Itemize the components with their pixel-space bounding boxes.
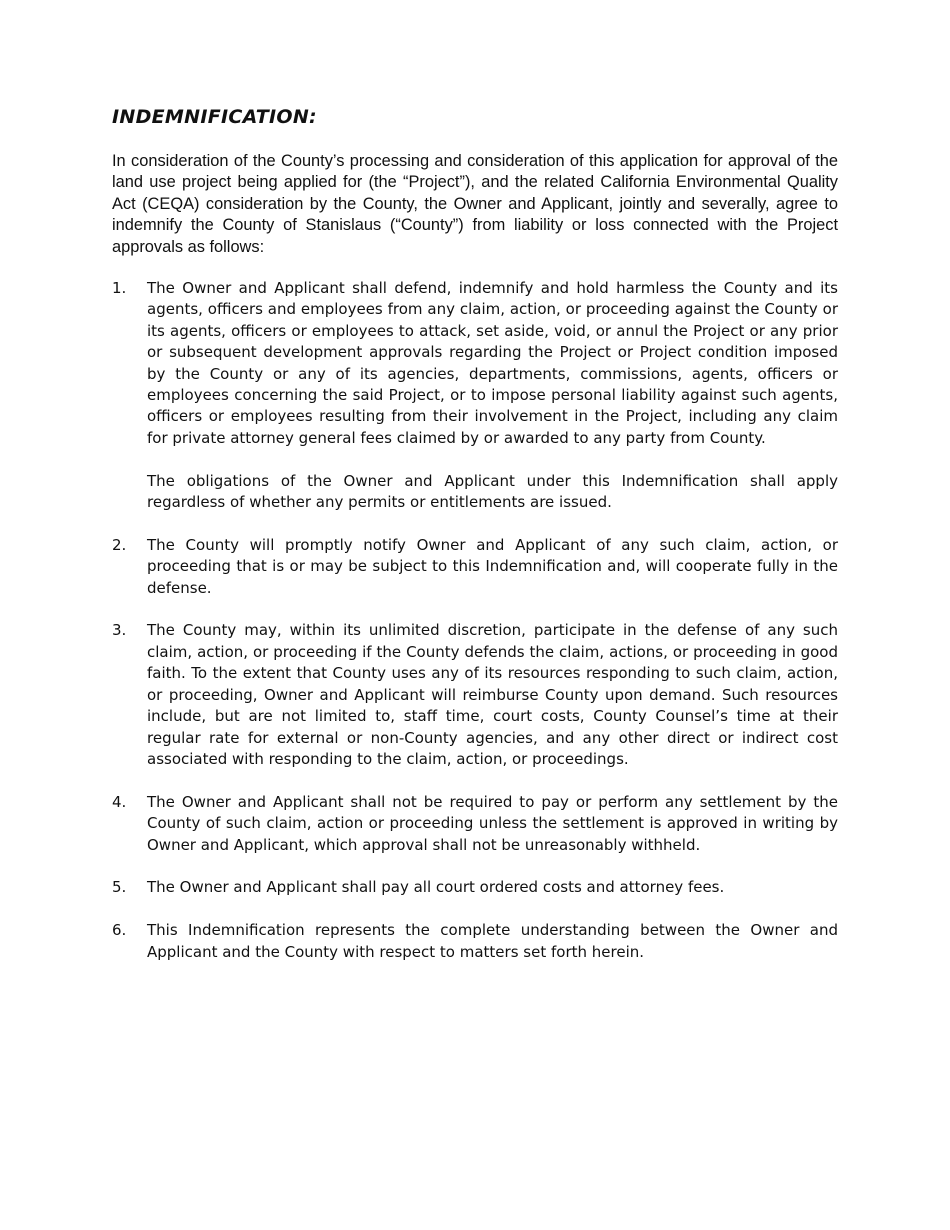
list-item-text: The Owner and Applicant shall not be required to pay or perform any settlement by the County of such claim, action or proceeding unless the settlement is approved in writing by Owner and Applicant, which approval shall not be unreasonably withheld. xyxy=(147,792,838,854)
list-item-number: 4. xyxy=(112,792,127,811)
list-item-5 xyxy=(112,877,838,898)
list-item-text: The obligations of the Owner and Applicant under this Indemnification shall apply regardless of whether any permits or entitlements are issued. xyxy=(147,471,838,512)
list-item-1 xyxy=(112,278,838,513)
document-page xyxy=(112,104,838,984)
list-item-text: The County will promptly notify Owner and Applicant of any such claim, action, or proceeding that is or may be subject to this Indemnification and, will cooperate fully in the defense. xyxy=(147,535,838,597)
list-item-4 xyxy=(112,792,838,856)
document-heading: INDEMNIFICATION: xyxy=(112,106,317,128)
list-item-text: The County may, within its unlimited discretion, participate in the defense of any such claim, action, or proceeding if the County defends the claim, actions, or proceeding in good faith. To the extent that County uses any of its resources responding to such claim, action, or proceeding, Owner and Applicant will reimburse County upon demand. Such resources include, but are not limited to, staff time, court costs, County Counsel’s time at their regular rate for external or non-County agencies, and any other direct or indirect cost associated with responding to the claim, action, or proceedings. xyxy=(147,621,838,768)
list-item-3 xyxy=(112,620,838,770)
list-item-text: This Indemnification represents the complete understanding between the Owner and Applicant and the County with respect to matters set forth herein. xyxy=(147,921,838,961)
list-item-text: The Owner and Applicant shall defend, indemnify and hold harmless the County and its agents, officers and employees from any claim, action, or proceeding against the County or its agents, officers or employees to attack, set aside, void, or annul the Project or any prior or subsequent development approvals regarding the Project or Project condition imposed by the County or any of its agencies, departments, commissions, agents, officers or employees concerning the said Project, or to impose personal liability against such agents, officers or employees resulting from their involvement in the Project, including any claim for private attorney general fees claimed by or awarded to any party from County. xyxy=(147,279,838,447)
intro-paragraph: In consideration of the County’s processing and consideration of this application for approval of the land use project being applied for (the “Project”), and the related California Environmental Quality Act (CEQA) consideration by the County, the Owner and Applicant, jointly and severally, agree to indemnify the County of Stanislaus (“County”) from liability or loss connected with the Project approvals as follows: xyxy=(112,152,838,256)
list-item-text: The Owner and Applicant shall pay all court ordered costs and attorney fees. xyxy=(147,878,725,897)
list-item-number: 5. xyxy=(112,878,127,897)
list-item-number: 6. xyxy=(112,921,127,940)
list-item-number: 1. xyxy=(112,279,127,298)
list-item-number: 2. xyxy=(112,535,127,554)
list-item-number: 3. xyxy=(112,621,127,640)
list-item-2 xyxy=(112,535,838,599)
list-item-6 xyxy=(112,920,838,963)
indemnification-terms-list xyxy=(112,278,838,963)
